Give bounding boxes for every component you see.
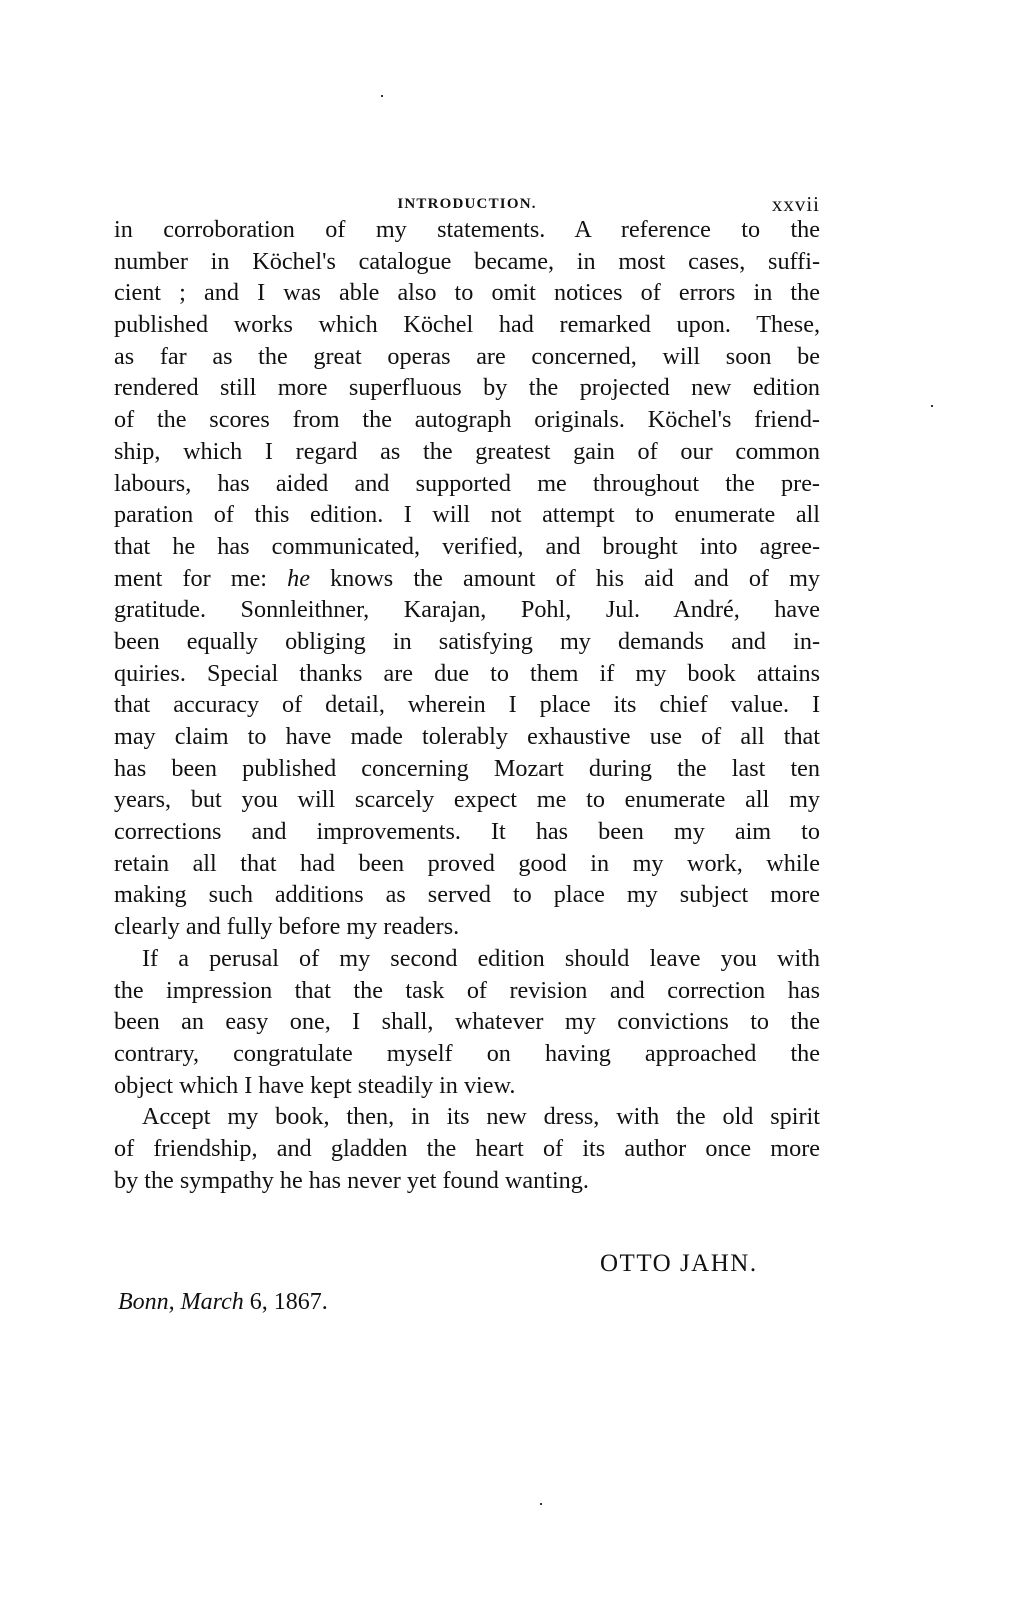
author-signature: OTTO JAHN.	[600, 1250, 758, 1277]
dateline-day-year: 6, 1867.	[249, 1289, 328, 1315]
text-line: has been published concerning Mozart during the last ten	[114, 754, 820, 782]
text-run: knows the amount of his aid and of my	[309, 564, 820, 592]
text-line: number in Köchel's catalogue became, in most cases, suffi-	[114, 247, 820, 275]
running-title: INTRODUCTION.	[397, 196, 537, 212]
paragraph-1	[114, 214, 820, 943]
text-line: may claim to have made tolerably exhaustive use of all that	[114, 723, 820, 750]
text-line: paration of this edition. I will not attempt to enumerate all	[114, 501, 820, 529]
text-line: gratitude. Sonnleithner, Karajan, Pohl, Jul. André, have	[114, 596, 820, 624]
text-line: been an easy one, I shall, whatever my convictions to the	[114, 1008, 820, 1036]
paragraph-2	[114, 943, 820, 1101]
text-line: years, but you will scarcely expect me to enumerate all my	[114, 786, 820, 814]
text-line: clearly and fully before my readers.	[114, 913, 460, 941]
dateline-place-month: Bonn, March	[118, 1289, 244, 1315]
text-line: object which I have kept steadily in view.	[114, 1071, 516, 1099]
text-line: of friendship, and gladden the heart of its author once more	[114, 1134, 820, 1162]
text-line: contrary, congratulate myself on having approached the	[114, 1039, 820, 1067]
text-run: ment for me:	[114, 564, 288, 592]
scan-speck	[540, 1503, 542, 1505]
text-line: cient ; and I was able also to omit notices of errors in the	[114, 279, 820, 307]
text-line: published works which Köchel had remarked upon. These,	[114, 311, 820, 339]
text-line: ship, which I regard as the greatest gain of our common	[114, 437, 820, 465]
scan-speck	[931, 405, 933, 407]
text-line: that accuracy of detail, wherein I place its chief value. I	[114, 691, 820, 719]
text-line: that he has communicated, verified, and brought into agree-	[114, 532, 820, 560]
text-line: corrections and improvements. It has been my aim to	[114, 818, 820, 846]
text-line: labours, has aided and supported me throughout the pre-	[114, 469, 820, 497]
text-line: rendered still more superfluous by the projected new edition	[114, 374, 820, 402]
text-line: If a perusal of my second edition should leave you with	[142, 944, 820, 972]
body-text	[114, 214, 820, 1196]
scan-speck	[381, 95, 383, 97]
paragraph-3	[114, 1101, 820, 1196]
text-line: the impression that the task of revision and correction has	[114, 976, 820, 1004]
text-line: quiries. Special thanks are due to them if my book attains	[114, 659, 820, 687]
italic-emphasis: he	[287, 564, 310, 592]
dateline	[118, 1289, 328, 1316]
text-line: retain all that had been proved good in my work, while	[114, 849, 820, 877]
text-line: been equally obliging in satisfying my demands and in-	[114, 627, 820, 655]
text-line-with-italic	[114, 563, 820, 595]
text-line: in corroboration of my statements. A reference to the	[114, 216, 820, 243]
text-line: making such additions as served to place my subject more	[114, 881, 820, 909]
text-line: Accept my book, then, in its new dress, with the old spirit	[142, 1103, 820, 1131]
page-number: xxvii	[771, 192, 820, 216]
text-line: of the scores from the autograph originals. Köchel's friend-	[114, 406, 820, 434]
text-line: as far as the great operas are concerned, will soon be	[114, 342, 820, 370]
text-line: by the sympathy he has never yet found wanting.	[114, 1166, 589, 1194]
